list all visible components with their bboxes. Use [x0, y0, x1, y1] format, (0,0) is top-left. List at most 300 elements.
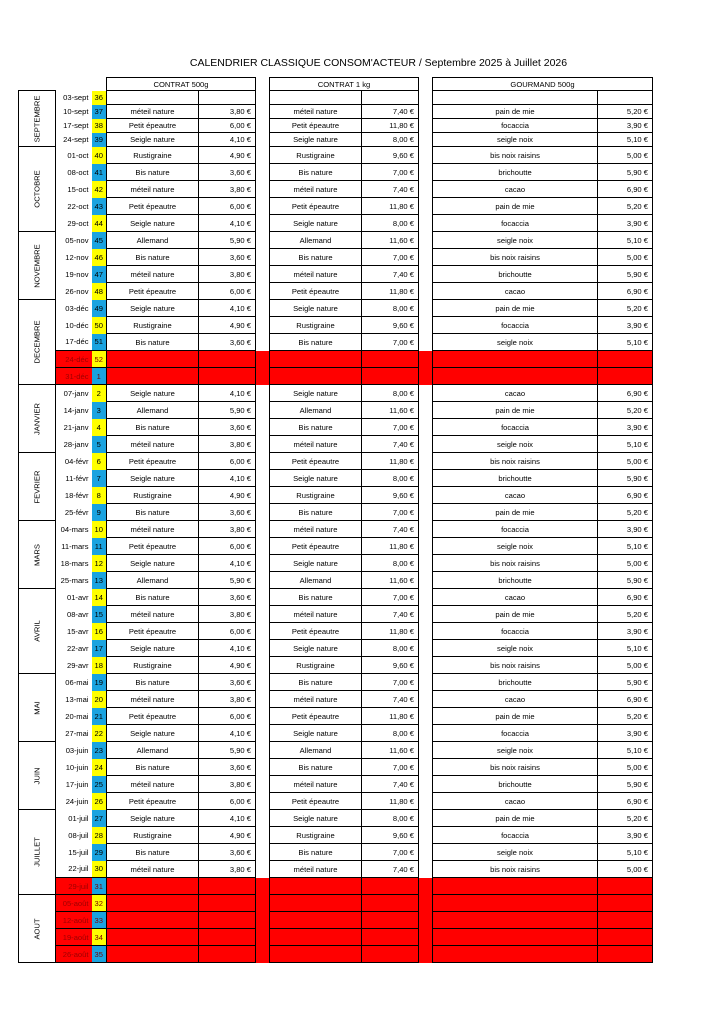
contrat-500g-product: [107, 912, 199, 929]
contrat-500g-product: Seigle nature: [107, 215, 199, 232]
delivery-date: 24-sept: [63, 135, 89, 144]
column-gap: [419, 538, 433, 555]
column-gap: [419, 419, 433, 436]
contrat-1kg-price: 9,60 €: [362, 827, 419, 844]
contrat-1kg-product: Petit épeautre: [270, 708, 362, 725]
gourmand-500g-product: bis noix raisins: [433, 759, 598, 776]
contrat-1kg-product: Bis nature: [270, 334, 362, 351]
contrat-1kg-price: 7,00 €: [362, 334, 419, 351]
contrat-1kg-product: Bis nature: [270, 844, 362, 861]
gourmand-500g-price: 5,10 €: [598, 436, 653, 453]
month-name: JANVIER: [32, 402, 42, 435]
contrat-1kg-price: 11,60 €: [362, 402, 419, 419]
week-number: 19: [92, 674, 107, 691]
contrat-500g-product: Seigle nature: [107, 133, 199, 147]
contrat-1kg-product: méteil nature: [270, 436, 362, 453]
contrat-1kg-product: [270, 946, 362, 963]
gourmand-500g-price: 3,90 €: [598, 827, 653, 844]
contrat-500g-product: Bis nature: [107, 164, 199, 181]
column-gap: [419, 300, 433, 317]
contrat-1kg-product: Rustigraine: [270, 657, 362, 674]
delivery-date: 15-avr: [66, 626, 89, 636]
column-gap: [256, 198, 270, 215]
contrat-1kg-price: 8,00 €: [362, 810, 419, 827]
contrat-1kg-price: 8,00 €: [362, 725, 419, 742]
gourmand-500g-price: [598, 946, 653, 963]
closed-week-row: [19, 946, 653, 963]
contrat-500g-product: [107, 929, 199, 946]
contrat-1kg-price: 11,80 €: [362, 453, 419, 470]
month-label: [19, 521, 56, 589]
gourmand-500g-price: 5,20 €: [598, 810, 653, 827]
gourmand-500g-product: cacao: [433, 691, 598, 708]
table-row: [19, 521, 653, 538]
week-number: 24: [92, 759, 107, 776]
week-number: 51: [92, 334, 107, 351]
delivery-date: 19-nov: [65, 269, 89, 279]
table-row: [19, 198, 653, 215]
contrat-1kg-product: Petit épeautre: [270, 119, 362, 133]
gourmand-500g-product: bis noix raisins: [433, 147, 598, 164]
contrat-500g-price: 5,90 €: [199, 402, 256, 419]
delivery-date: 21-janv: [63, 422, 89, 432]
contrat-1kg-price: 8,00 €: [362, 133, 419, 147]
column-gap: [419, 105, 433, 119]
column-gap: [419, 487, 433, 504]
column-gap: [256, 317, 270, 334]
table-row: [19, 266, 653, 283]
week-number: 40: [92, 147, 107, 164]
column-gap: [419, 402, 433, 419]
week-number: 46: [92, 249, 107, 266]
column-gap: [419, 249, 433, 266]
contrat-500g-price: 3,80 €: [199, 691, 256, 708]
contrat-500g-price: 3,60 €: [199, 589, 256, 606]
contrat-1kg-product: méteil nature: [270, 776, 362, 793]
contrat-500g-price: [199, 912, 256, 929]
column-gap: [419, 674, 433, 691]
contrat-500g-price: [199, 878, 256, 895]
contrat-500g-product: Bis nature: [107, 334, 199, 351]
contrat-1kg-price: 7,00 €: [362, 249, 419, 266]
column-gap: [419, 572, 433, 589]
week-number: 49: [92, 300, 107, 317]
contrat-500g-product: Petit épeautre: [107, 708, 199, 725]
contrat-1kg-price: 9,60 €: [362, 147, 419, 164]
contrat-1kg-product: Petit épeautre: [270, 453, 362, 470]
contrat-500g-price: 3,60 €: [199, 674, 256, 691]
delivery-date: 17-sept: [63, 121, 89, 130]
contrat-500g-product: [107, 946, 199, 963]
gourmand-500g-product: seigle noix: [433, 436, 598, 453]
month-name: AVRIL: [32, 620, 42, 642]
column-gap: [256, 133, 270, 147]
contrat-500g-product: méteil nature: [107, 776, 199, 793]
column-gap: [256, 844, 270, 861]
contrat-500g-price: 3,80 €: [199, 436, 256, 453]
table-row: [19, 793, 653, 810]
delivery-date: 11-mars: [61, 541, 89, 551]
contrat-1kg-product: Seigle nature: [270, 215, 362, 232]
gourmand-500g-price: 5,10 €: [598, 334, 653, 351]
gourmand-500g-price: 6,90 €: [598, 691, 653, 708]
contrat-1kg-product: Seigle nature: [270, 555, 362, 572]
calendar-table: [18, 77, 653, 963]
contrat-500g-price: [199, 895, 256, 912]
column-gap: [256, 105, 270, 119]
contrat-500g-price: 6,00 €: [199, 283, 256, 300]
table-row: [19, 385, 653, 402]
contrat-500g-price: [199, 91, 256, 105]
gourmand-500g-price: 5,20 €: [598, 606, 653, 623]
header-gourmand-500g: GOURMAND 500g: [433, 78, 653, 91]
contrat-1kg-product: Rustigraine: [270, 147, 362, 164]
column-gap: [256, 419, 270, 436]
contrat-1kg-product: [270, 912, 362, 929]
gourmand-500g-price: 3,90 €: [598, 317, 653, 334]
contrat-1kg-price: [362, 895, 419, 912]
month-label: [19, 810, 56, 895]
contrat-1kg-price: 7,40 €: [362, 776, 419, 793]
contrat-500g-product: méteil nature: [107, 521, 199, 538]
contrat-500g-product: Petit épeautre: [107, 119, 199, 133]
week-number: 30: [92, 861, 107, 878]
contrat-1kg-product: Bis nature: [270, 589, 362, 606]
week-number: 43: [92, 198, 107, 215]
table-row: [19, 589, 653, 606]
gourmand-500g-product: pain de mie: [433, 708, 598, 725]
table-row: [19, 657, 653, 674]
gourmand-500g-price: 5,90 €: [598, 266, 653, 283]
contrat-500g-price: 3,60 €: [199, 504, 256, 521]
week-number: 38: [92, 119, 107, 133]
table-row: [19, 232, 653, 249]
column-gap: [419, 946, 433, 963]
delivery-date: 06-mai: [65, 677, 89, 687]
contrat-1kg-product: Bis nature: [270, 419, 362, 436]
column-gap: [419, 827, 433, 844]
column-gap: [256, 164, 270, 181]
contrat-1kg-price: 11,80 €: [362, 538, 419, 555]
column-gap: [419, 266, 433, 283]
delivery-date: 20-mai: [65, 711, 89, 721]
week-number: 14: [92, 589, 107, 606]
header-contrat-1kg: CONTRAT 1 kg: [270, 78, 419, 91]
delivery-date: 31-déc: [56, 368, 92, 385]
contrat-1kg-product: méteil nature: [270, 181, 362, 198]
week-number: 15: [92, 606, 107, 623]
column-gap: [256, 487, 270, 504]
week-number: 35: [92, 946, 107, 963]
column-gap: [256, 351, 270, 368]
page-title: CALENDRIER CLASSIQUE CONSOM'ACTEUR / Septembre 2025 à Juillet 2026: [189, 57, 568, 69]
table-row: [19, 623, 653, 640]
column-gap: [419, 470, 433, 487]
contrat-500g-product: Petit épeautre: [107, 623, 199, 640]
gourmand-500g-product: seigle noix: [433, 232, 598, 249]
delivery-date: 08-juil: [68, 830, 89, 840]
column-gap: [256, 232, 270, 249]
gourmand-500g-product: brichoutte: [433, 674, 598, 691]
column-gap: [256, 453, 270, 470]
gourmand-500g-price: 5,20 €: [598, 105, 653, 119]
contrat-1kg-product: Bis nature: [270, 674, 362, 691]
month-label: [19, 147, 56, 232]
column-gap: [256, 368, 270, 385]
month-label: [19, 385, 56, 453]
column-gap: [256, 895, 270, 912]
contrat-1kg-product: Seigle nature: [270, 133, 362, 147]
table-row: [19, 810, 653, 827]
column-gap: [419, 623, 433, 640]
delivery-date: 03-juin: [65, 745, 89, 755]
delivery-date: 22-juil: [68, 864, 89, 874]
gourmand-500g-price: 5,20 €: [598, 198, 653, 215]
contrat-1kg-price: [362, 912, 419, 929]
delivery-date: 14-janv: [63, 405, 89, 415]
contrat-500g-product: Petit épeautre: [107, 198, 199, 215]
contrat-1kg-product: Bis nature: [270, 164, 362, 181]
column-gap: [256, 119, 270, 133]
delivery-date: 04-mars: [60, 524, 89, 534]
column-gap: [256, 504, 270, 521]
gourmand-500g-price: 5,90 €: [598, 674, 653, 691]
column-gap: [419, 368, 433, 385]
gourmand-500g-price: 6,90 €: [598, 181, 653, 198]
contrat-500g-price: 3,80 €: [199, 606, 256, 623]
gourmand-500g-price: 3,90 €: [598, 119, 653, 133]
contrat-500g-price: 3,60 €: [199, 249, 256, 266]
week-number: 28: [92, 827, 107, 844]
contrat-1kg-product: Seigle nature: [270, 640, 362, 657]
gourmand-500g-product: focaccia: [433, 119, 598, 133]
column-gap: [419, 861, 433, 878]
column-gap: [419, 119, 433, 133]
delivery-date: 17-déc: [65, 337, 89, 347]
header-row: [19, 78, 653, 91]
contrat-1kg-product: [270, 368, 362, 385]
month-label: [19, 300, 56, 385]
contrat-1kg-price: 7,00 €: [362, 164, 419, 181]
gourmand-500g-product: pain de mie: [433, 105, 598, 119]
gourmand-500g-price: 5,10 €: [598, 742, 653, 759]
contrat-1kg-product: [270, 929, 362, 946]
column-gap: [256, 181, 270, 198]
column-gap: [419, 589, 433, 606]
week-number: 34: [92, 929, 107, 946]
week-number: 42: [92, 181, 107, 198]
contrat-500g-product: Bis nature: [107, 249, 199, 266]
week-number: 37: [92, 105, 107, 119]
column-gap: [256, 810, 270, 827]
column-gap: [419, 776, 433, 793]
delivery-date: 15-oct: [67, 184, 89, 194]
column-gap: [419, 334, 433, 351]
month-label: [19, 674, 56, 742]
delivery-date: 28-janv: [63, 439, 89, 449]
week-number: 9: [92, 504, 107, 521]
delivery-date: 27-mai: [65, 728, 89, 738]
week-number: 21: [92, 708, 107, 725]
gourmand-500g-price: [598, 878, 653, 895]
gourmand-500g-product: bis noix raisins: [433, 657, 598, 674]
contrat-500g-product: Allemand: [107, 742, 199, 759]
contrat-1kg-product: méteil nature: [270, 521, 362, 538]
week-number: 39: [92, 133, 107, 147]
contrat-500g-price: 3,60 €: [199, 844, 256, 861]
contrat-1kg-price: 7,00 €: [362, 759, 419, 776]
contrat-500g-product: méteil nature: [107, 861, 199, 878]
gourmand-500g-product: focaccia: [433, 215, 598, 232]
table-row: [19, 181, 653, 198]
delivery-date: 29-avr: [66, 660, 89, 670]
table-row: [19, 708, 653, 725]
contrat-1kg-product: Petit épeautre: [270, 283, 362, 300]
gourmand-500g-price: 6,90 €: [598, 487, 653, 504]
table-row: [19, 725, 653, 742]
contrat-500g-product: Allemand: [107, 232, 199, 249]
column-gap: [419, 844, 433, 861]
contrat-500g-product: Bis nature: [107, 589, 199, 606]
contrat-1kg-product: Allemand: [270, 232, 362, 249]
contrat-1kg-product: Seigle nature: [270, 300, 362, 317]
delivery-date: 05-août: [56, 895, 92, 912]
contrat-1kg-price: 7,40 €: [362, 521, 419, 538]
gourmand-500g-price: 5,00 €: [598, 147, 653, 164]
contrat-500g-product: méteil nature: [107, 266, 199, 283]
contrat-1kg-product: Rustigraine: [270, 317, 362, 334]
column-gap: [256, 470, 270, 487]
contrat-500g-product: Seigle nature: [107, 300, 199, 317]
contrat-1kg-product: Seigle nature: [270, 385, 362, 402]
column-gap: [419, 657, 433, 674]
gourmand-500g-product: pain de mie: [433, 810, 598, 827]
week-number: 23: [92, 742, 107, 759]
contrat-1kg-price: 11,80 €: [362, 708, 419, 725]
column-gap: [256, 878, 270, 895]
month-name: FEVRIER: [32, 470, 42, 503]
column-gap: [419, 147, 433, 164]
contrat-500g-price: [199, 351, 256, 368]
table-row: [19, 147, 653, 164]
contrat-500g-product: [107, 91, 199, 105]
table-row: [19, 453, 653, 470]
table-row: [19, 215, 653, 232]
contrat-1kg-price: 7,00 €: [362, 504, 419, 521]
gourmand-500g-product: brichoutte: [433, 776, 598, 793]
column-gap: [256, 555, 270, 572]
column-gap: [256, 861, 270, 878]
column-gap: [256, 538, 270, 555]
column-gap: [419, 453, 433, 470]
week-number: 22: [92, 725, 107, 742]
contrat-500g-price: 4,10 €: [199, 300, 256, 317]
month-name: OCTOBRE: [32, 170, 42, 208]
contrat-1kg-product: [270, 895, 362, 912]
week-number: 25: [92, 776, 107, 793]
contrat-1kg-price: [362, 878, 419, 895]
gourmand-500g-product: seigle noix: [433, 640, 598, 657]
table-row: [19, 470, 653, 487]
table-row: [19, 555, 653, 572]
closed-week-row: [19, 895, 653, 912]
month-name: MAI: [32, 700, 42, 715]
column-gap: [256, 759, 270, 776]
month-label: [19, 742, 56, 810]
contrat-500g-price: 6,00 €: [199, 793, 256, 810]
contrat-1kg-price: [362, 929, 419, 946]
delivery-date: 29-oct: [67, 218, 89, 228]
contrat-1kg-product: Seigle nature: [270, 810, 362, 827]
contrat-1kg-price: 8,00 €: [362, 470, 419, 487]
gourmand-500g-price: 3,90 €: [598, 623, 653, 640]
contrat-500g-product: Rustigraine: [107, 657, 199, 674]
gourmand-500g-price: 3,90 €: [598, 215, 653, 232]
delivery-date: 26-nov: [65, 286, 89, 296]
table-row: [19, 572, 653, 589]
week-number: 4: [92, 419, 107, 436]
contrat-1kg-price: 8,00 €: [362, 385, 419, 402]
column-gap: [256, 640, 270, 657]
table-row: [19, 487, 653, 504]
contrat-1kg-price: 11,80 €: [362, 119, 419, 133]
delivery-date: 12-nov: [65, 252, 89, 262]
contrat-1kg-product: Seigle nature: [270, 470, 362, 487]
gourmand-500g-price: 5,90 €: [598, 164, 653, 181]
contrat-500g-product: Seigle nature: [107, 470, 199, 487]
column-gap: [256, 776, 270, 793]
week-number: 20: [92, 691, 107, 708]
header-contrat-500g: CONTRAT 500g: [107, 78, 256, 91]
contrat-1kg-price: 8,00 €: [362, 215, 419, 232]
contrat-500g-price: 4,90 €: [199, 317, 256, 334]
gourmand-500g-price: 5,00 €: [598, 861, 653, 878]
contrat-1kg-product: méteil nature: [270, 606, 362, 623]
gourmand-500g-product: [433, 351, 598, 368]
gourmand-500g-product: [433, 912, 598, 929]
week-number: 32: [92, 895, 107, 912]
contrat-500g-product: Petit épeautre: [107, 453, 199, 470]
contrat-500g-price: 4,10 €: [199, 555, 256, 572]
week-number: 3: [92, 402, 107, 419]
column-gap: [419, 198, 433, 215]
contrat-1kg-price: 7,40 €: [362, 436, 419, 453]
column-gap: [419, 878, 433, 895]
table-row: [19, 436, 653, 453]
delivery-date: 07-janv: [63, 388, 89, 398]
table-row: [19, 776, 653, 793]
contrat-500g-product: méteil nature: [107, 105, 199, 119]
gourmand-500g-product: bis noix raisins: [433, 249, 598, 266]
contrat-1kg-product: Petit épeautre: [270, 623, 362, 640]
gourmand-500g-product: brichoutte: [433, 572, 598, 589]
gourmand-500g-product: pain de mie: [433, 504, 598, 521]
gourmand-500g-price: 5,20 €: [598, 708, 653, 725]
gourmand-500g-price: 5,10 €: [598, 232, 653, 249]
contrat-1kg-product: Petit épeautre: [270, 793, 362, 810]
contrat-1kg-product: Rustigraine: [270, 827, 362, 844]
gourmand-500g-product: [433, 929, 598, 946]
gourmand-500g-product: cacao: [433, 385, 598, 402]
column-gap: [256, 657, 270, 674]
column-gap: [256, 283, 270, 300]
week-number: 48: [92, 283, 107, 300]
contrat-1kg-price: [362, 91, 419, 105]
week-number: 45: [92, 232, 107, 249]
contrat-1kg-price: 7,40 €: [362, 691, 419, 708]
contrat-500g-price: 3,80 €: [199, 266, 256, 283]
contrat-1kg-product: méteil nature: [270, 691, 362, 708]
